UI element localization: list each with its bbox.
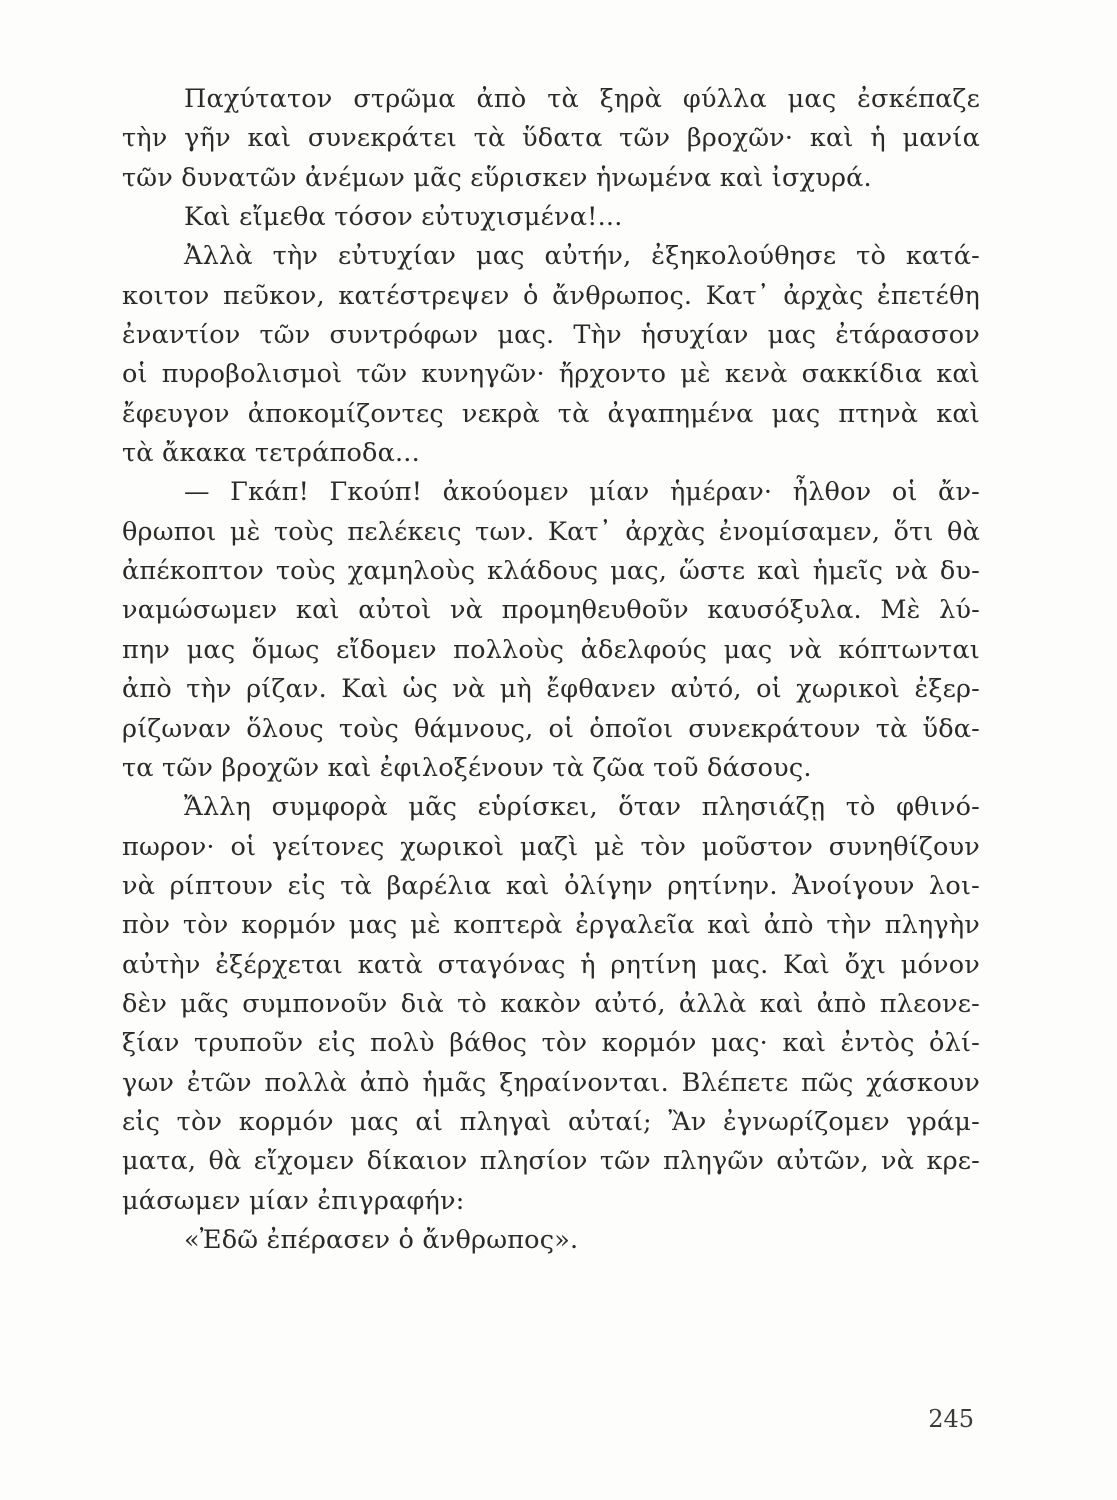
text-line: Παχύτατον στρῶμα ἀπὸ τὰ ξηρὰ φύλλα μας ἐσκέπαζε [184, 84, 980, 114]
text-line: κοιτον πεῦκον, κατέστρεψεν ὁ ἄνθρωπος. Κατ᾽ ἀρχὰς ἐπετέθη [122, 280, 980, 311]
body-text [122, 80, 980, 1260]
text-line: τα τῶν βροχῶν καὶ ἐφιλοξένουν τὰ ζῶα τοῦ δάσους. [122, 752, 812, 783]
text-line: Ἀλλὰ τὴν εὐτυχίαν μας αὐτήν, ἐξηκολούθησε τὸ κατά- [184, 241, 980, 272]
text-line: Ἄλλη συμφορὰ μᾶς εὑρίσκει, ὅταν πλησιάζῃ τὸ φθινό- [184, 792, 980, 823]
text-line: πην μας ὅμως εἴδομεν πολλοὺς ἀδελφούς μας νὰ κόπτωνται [122, 634, 980, 665]
text-line: τὰ ἄκακα τετράποδα... [122, 438, 420, 469]
text-line: δὲν μᾶς συμπονοῦν διὰ τὸ κακὸν αὐτό, ἀλλὰ καὶ ἀπὸ πλεονε- [122, 988, 980, 1019]
text-line: γων ἐτῶν πολλὰ ἀπὸ ἡμᾶς ξηραίνονται. Βλέπετε πῶς χάσκουν [122, 1067, 980, 1098]
text-line: εἰς τὸν κορμόν μας αἱ πληγαὶ αὐταί; Ἂν ἐγνωρίζομεν γράμ- [122, 1106, 980, 1137]
text-line: ἔφευγον ἀποκομίζοντες νεκρὰ τὰ ἀγαπημένα μας πτηνὰ καὶ [122, 398, 980, 429]
text-line: νὰ ρίπτουν εἰς τὰ βαρέλια καὶ ὀλίγην ρητίνην. Ἀνοίγουν λοι- [122, 870, 980, 901]
text-line: τῶν δυνατῶν ἀνέμων μᾶς εὕρισκεν ἡνωμένα καὶ ἰσχυρά. [122, 162, 872, 193]
text-line: «Ἐδῶ ἐπέρασεν ὁ ἄνθρωπος». [184, 1224, 579, 1255]
text-line: ναμώσωμεν καὶ αὐτοὶ νὰ προμηθευθοῦν καυσόξυλα. Μὲ λύ- [122, 595, 980, 626]
text-line: ρίζωναν ὅλους τοὺς θάμνους, οἱ ὁποῖοι συνεκράτουν τὰ ὕδα- [122, 713, 980, 744]
text-line: ἐναντίον τῶν συντρόφων μας. Τὴν ἡσυχίαν μας ἐτάρασσον [122, 320, 980, 351]
text-line: — Γκάπ! Γκούπ! ἀκούομεν μίαν ἡμέραν· ἦλθον οἱ ἄν- [184, 477, 980, 508]
text-line: Καὶ εἴμεθα τόσον εὐτυχισμένα!... [184, 202, 623, 233]
text-line: ξίαν τρυποῦν εἰς πολὺ βάθος τὸν κορμόν μας· καὶ ἐντὸς ὀλί- [122, 1028, 980, 1059]
text-line: ματα, θὰ εἴχομεν δίκαιον πλησίον τῶν πληγῶν αὐτῶν, νὰ κρε- [122, 1146, 980, 1177]
text-line: θρωποι μὲ τοὺς πελέκεις των. Κατ᾽ ἀρχὰς ἐνομίσαμεν, ὅτι θὰ [122, 516, 980, 547]
text-line: τὴν γῆν καὶ συνεκράτει τὰ ὕδατα τῶν βροχῶν· καὶ ἡ μανία [122, 123, 980, 154]
text-line: ἀπὸ τὴν ρίζαν. Καὶ ὡς νὰ μὴ ἔφθανεν αὐτό, οἱ χωρικοὶ ἐξερ- [122, 674, 980, 705]
text-line: ἀπέκοπτον τοὺς χαμηλοὺς κλάδους μας, ὥστε καὶ ἡμεῖς νὰ δυ- [122, 556, 980, 587]
text-line: πὸν τὸν κορμόν μας μὲ κοπτερὰ ἐργαλεῖα καὶ ἀπὸ τὴν πληγὴν [122, 910, 980, 941]
text-line: μάσωμεν μίαν ἐπιγραφήν: [122, 1185, 465, 1216]
text-line: οἱ πυροβολισμοὶ τῶν κυνηγῶν· ἤρχοντο μὲ κενὰ σακκίδια καὶ [122, 359, 980, 390]
text-line: πωρον· οἱ γείτονες χωρικοὶ μαζὶ μὲ τὸν μοῦστον συνηθίζουν [122, 831, 980, 862]
page-number: 245 [928, 1405, 974, 1433]
text-line: αὐτὴν ἐξέρχεται κατὰ σταγόνας ἡ ρητίνη μας. Καὶ ὄχι μόνον [122, 949, 980, 980]
